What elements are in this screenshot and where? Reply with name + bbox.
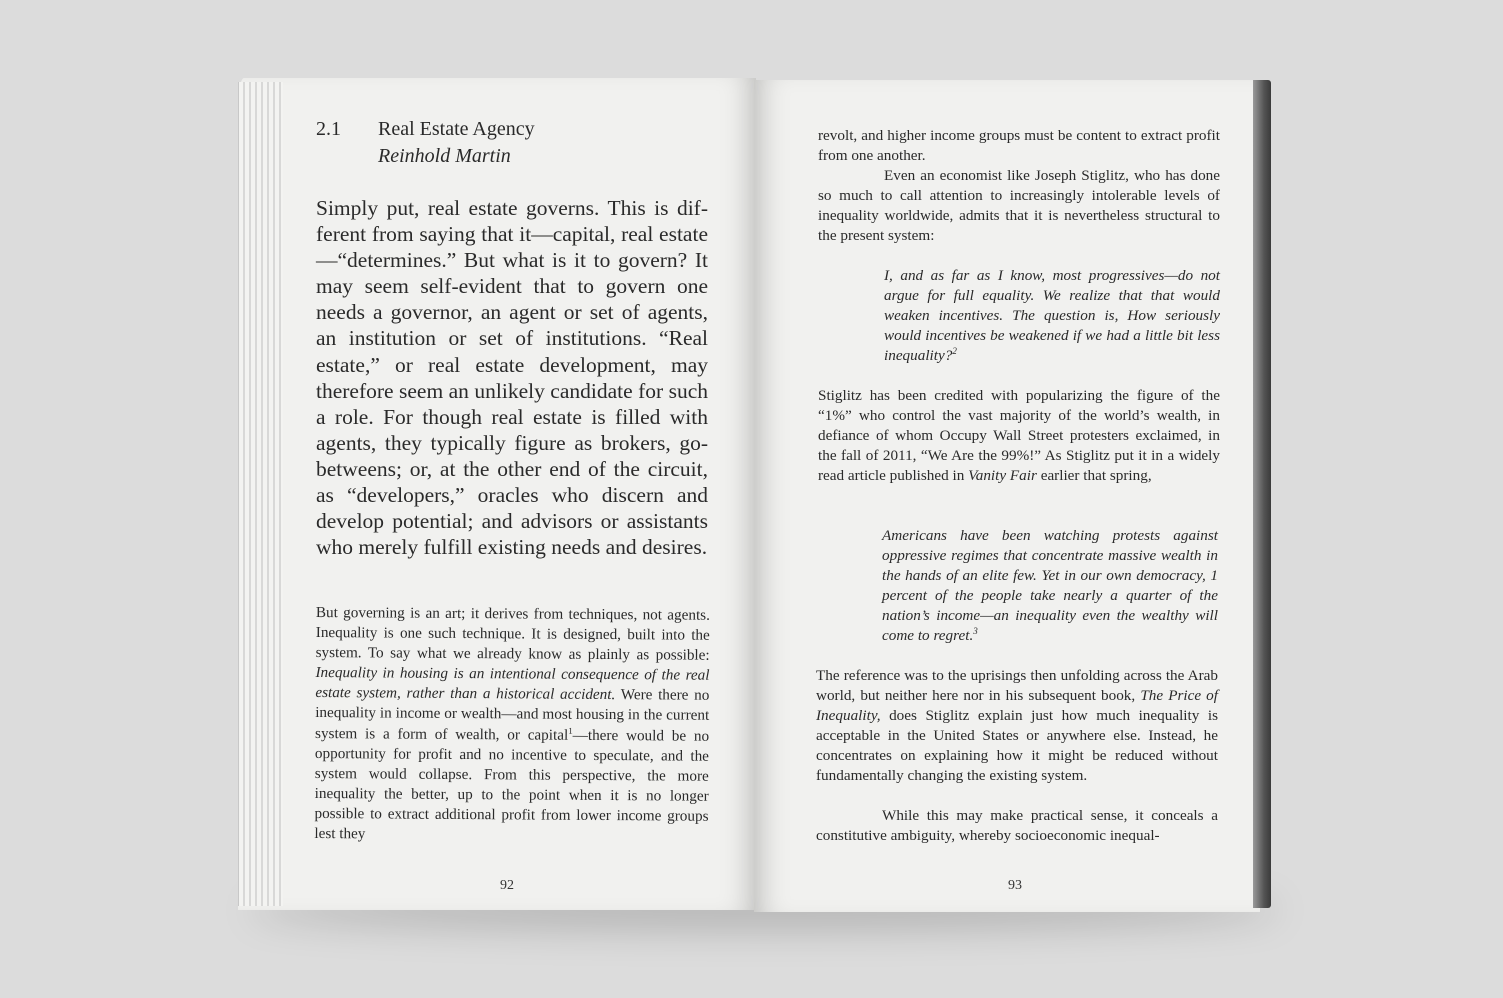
credited-text-2: earlier that spring,	[1036, 467, 1152, 484]
author-name: Reinhold Martin	[378, 145, 511, 167]
quote-2-text: Americans have been watching protests against oppressive regimes that concentrate massive wealth in the hands of an elite few. Yet in our own democracy, 1 percent of the people take nearly a quarter of the nation’s income—an inequality even the wealthy will come to regret.	[882, 527, 1218, 644]
section-number: 2.1	[316, 118, 341, 140]
reference-text-1: The reference was to the uprisings then unfolding across the Arab world, but neither here nor in his subsequent book,	[816, 667, 1218, 704]
stiglitz-paragraph: Even an economist like Joseph Stiglitz, who has done so much to call attention to increasingly intolerable levels of inequality worldwide, admits that it is nevertheless structural to the present system:	[818, 167, 1220, 244]
body-text-2: Were there no inequality in income or wealth—and most housing in the current system is a form of wealth, or capital	[315, 686, 710, 744]
credited-text-1: Stiglitz has been credited with popularizing the figure of the “1%” who control the vast majority of the world’s wealth, in defiance of whom Occupy Wall Street protesters exclaimed, in the fall of 2011, “We Are the 99%!” As Stiglitz put it in a widely read article published in	[818, 387, 1220, 484]
credited-text-italic: Vanity Fair	[968, 467, 1037, 484]
lead-paragraph: Simply put, real estate governs. This is different from saying that it—capital, real estate—“determines.” But what is it to govern? It may seem self-evident that to govern one needs a governor, an agent or set of agents, an institution or set of institutions. “Real estate,” or real estate development, may therefore seem an unlikely candidate for such a role. For though real estate is filled with agents, they typically figure as brokers, go-betweens; or, at the other end of the circuit, as “developers,” oracles who discern and develop potential; and advisors or assistants who merely fulfill existing needs and desires.	[316, 196, 708, 560]
reference-text-italic: The Price of Inequality,	[816, 687, 1219, 724]
reference-paragraph	[816, 666, 1218, 786]
body-text-1: But governing is an art; it derives from techniques, not agents. Inequality is one such technique. It is designed, built into the system. To say what we already know as plainly as possible:	[315, 604, 710, 664]
while-paragraph: While this may make practical sense, it conceals a constitutive ambiguity, whereby socioeconomic inequal-	[816, 807, 1218, 844]
continuation-paragraph: revolt, and higher income groups must be content to extract profit from one another.	[818, 127, 1220, 164]
left-page-edges	[238, 82, 283, 906]
section-title: Real Estate Agency	[378, 118, 535, 140]
block-quote-1	[884, 266, 1220, 366]
reference-text-2: does Stiglitz explain just how much inequality is acceptable in the United States or anywhere else. Instead, he concentrates on explaining how it might be reduced without fundamentally changing the existing system.	[816, 707, 1218, 784]
quote-1-text: I, and as far as I know, most progressives—do not argue for full equality. We realize that that would weaken incentives. The question is, How seriously would incentives be weakened if we had a little bit less inequality?	[884, 267, 1220, 364]
footnote-marker-1[interactable]: 1	[568, 725, 573, 736]
footnote-marker-3[interactable]: 3	[973, 625, 978, 636]
credited-paragraph	[818, 386, 1220, 486]
page-number-right: 93	[1008, 878, 1022, 893]
right-page-edges	[1253, 80, 1271, 908]
body-paragraph-left	[314, 603, 710, 847]
body-text-3: —there would be no opportunity for profit and no incentive to speculate, and the system would collapse. From this perspective, the more inequality the better, up to the point when it is no longer possible to extract additional profit from lower income groups lest they	[314, 726, 710, 843]
page-number-left: 92	[500, 878, 514, 893]
footnote-marker-2[interactable]: 2	[952, 345, 957, 356]
block-quote-2	[882, 526, 1218, 646]
body-text-italic: Inequality in housing is an intentional consequence of the real estate system, rather than a historical accident.	[315, 664, 710, 704]
